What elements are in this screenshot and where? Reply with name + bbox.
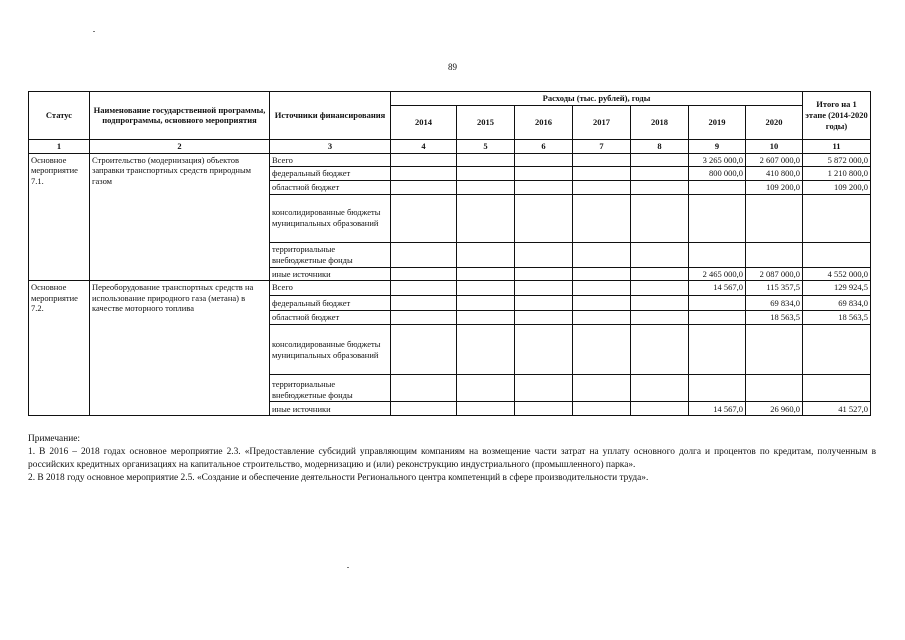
scan-speck [347,567,349,568]
table-row [29,153,871,167]
expenses-table [28,91,871,416]
source-cell: Всего [270,281,391,296]
value-2019 [689,375,746,402]
source-cell: территориальные внебюджетные фонды [270,242,391,267]
value-2019 [689,194,746,242]
value-total: 69 834,0 [803,296,871,311]
column-numbers-row [29,139,871,153]
source-cell: областной бюджет [270,180,391,194]
status-cell: Основное мероприятие 7.2. [29,281,90,416]
source-cell: консолидированные бюджеты муниципальных образований [270,325,391,375]
col-number: 5 [457,139,515,153]
col-number: 4 [391,139,457,153]
note-item: 1. В 2016 – 2018 годах основное мероприятие 2.3. «Предоставление субсидий управляющим компаниям на возмещение части затрат на уплату основного долга и процентов по кредитам, полученным в российских кредитных организациях на капитальное строительство, модернизацию и (или) реконструкцию индустриального (промышленного) парка». [28,447,876,471]
value-2020: 109 200,0 [746,180,803,194]
value-2020: 2 087 000,0 [746,267,803,281]
source-cell: консолидированные бюджеты муниципальных образований [270,194,391,242]
value-total [803,242,871,267]
source-cell: областной бюджет [270,311,391,325]
value-2019 [689,296,746,311]
scan-speck [93,31,95,32]
source-cell: федеральный бюджет [270,167,391,181]
table-row [29,281,871,296]
header-total: Итого на 1 этапе (2014-2020 годы) [803,92,871,140]
value-total: 41 527,0 [803,402,871,416]
value-2019: 14 567,0 [689,281,746,296]
value-total [803,194,871,242]
header-sources: Источники финансирования [270,92,391,140]
value-2020: 18 563,5 [746,311,803,325]
value-total [803,375,871,402]
col-number: 9 [689,139,746,153]
value-total: 5 872 000,0 [803,153,871,167]
value-2020 [746,325,803,375]
source-cell: Всего [270,153,391,167]
value-2020: 2 607 000,0 [746,153,803,167]
value-2019: 800 000,0 [689,167,746,181]
col-number: 3 [270,139,391,153]
value-total: 18 563,5 [803,311,871,325]
value-total [803,325,871,375]
value-2019: 2 465 000,0 [689,267,746,281]
value-2019: 3 265 000,0 [689,153,746,167]
header-year: 2018 [631,105,689,139]
header-year: 2019 [689,105,746,139]
col-number: 1 [29,139,90,153]
header-status: Статус [29,92,90,140]
header-year: 2014 [391,105,457,139]
col-number: 11 [803,139,871,153]
col-number: 10 [746,139,803,153]
measure-name-cell: Переоборудование транспортных средств на использование природного газа (метана) в качестве моторного топлива [90,281,270,416]
value-2020 [746,375,803,402]
col-number: 2 [90,139,270,153]
value-2019 [689,325,746,375]
source-cell: федеральный бюджет [270,296,391,311]
value-total: 109 200,0 [803,180,871,194]
col-number: 6 [515,139,573,153]
source-cell: территориальные внебюджетные фонды [270,375,391,402]
notes-block [28,433,876,486]
header-row-1 [29,92,871,106]
value-2020: 69 834,0 [746,296,803,311]
value-total: 4 552 000,0 [803,267,871,281]
note-item: 2. В 2018 году основное мероприятие 2.5. «Создание и обеспечение деятельности Регионального центра компетенций в сфере производительности труда». [28,473,649,484]
page-number: 89 [448,62,457,72]
header-expenses: Расходы (тыс. рублей), годы [391,92,803,106]
notes-title: Примечание: [28,434,81,444]
value-2019 [689,242,746,267]
value-2020 [746,242,803,267]
value-2019 [689,180,746,194]
header-year: 2017 [573,105,631,139]
source-cell: иные источники [270,267,391,281]
header-year: 2015 [457,105,515,139]
header-name: Наименование государственной программы, подпрограммы, основного мероприятия [90,92,270,140]
status-cell: Основное мероприятие 7.1. [29,153,90,281]
value-2019 [689,311,746,325]
value-total: 129 924,5 [803,281,871,296]
value-2020 [746,194,803,242]
value-total: 1 210 800,0 [803,167,871,181]
header-year: 2020 [746,105,803,139]
value-2020: 26 960,0 [746,402,803,416]
value-2019: 14 567,0 [689,402,746,416]
header-year: 2016 [515,105,573,139]
measure-name-cell: Строительство (модернизация) объектов заправки транспортных средств природным газом [90,153,270,281]
col-number: 8 [631,139,689,153]
value-2020: 115 357,5 [746,281,803,296]
value-2020: 410 800,0 [746,167,803,181]
col-number: 7 [573,139,631,153]
source-cell: иные источники [270,402,391,416]
